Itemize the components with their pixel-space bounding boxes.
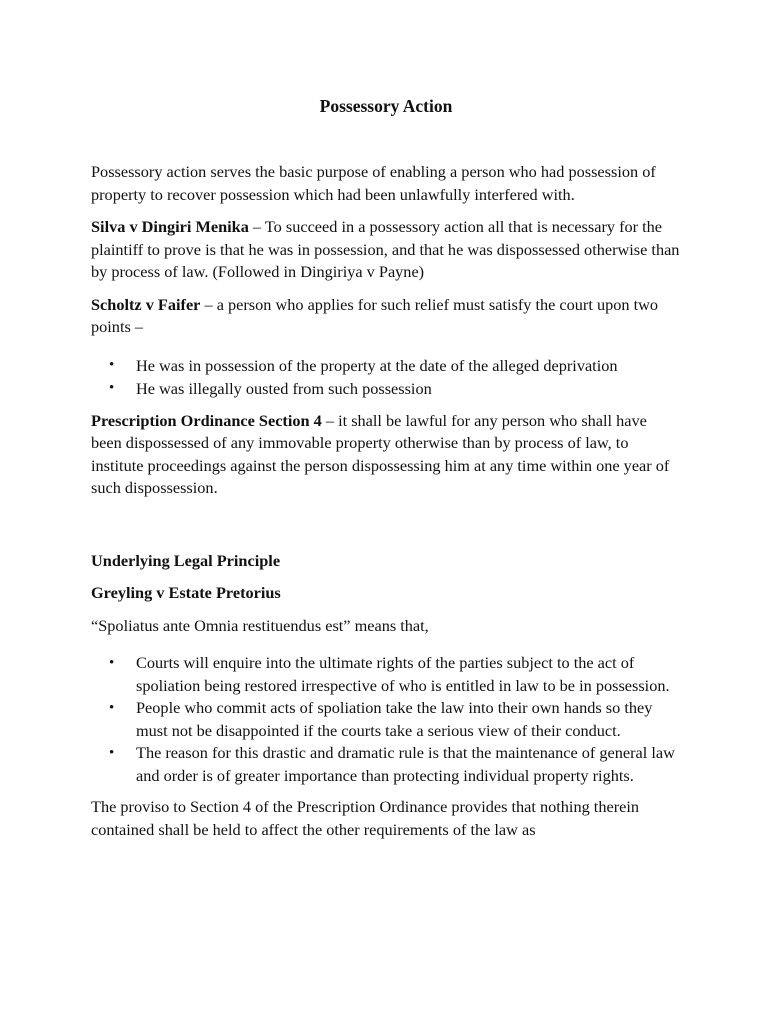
section-spacer bbox=[91, 510, 681, 550]
statute-name: Prescription Ordinance Section 4 bbox=[91, 410, 322, 430]
proviso-paragraph: The proviso to Section 4 of the Prescription Ordinance provides that nothing therein contained shall be held to affect the other requirements of the law as bbox=[91, 797, 640, 839]
case-text: – a person who applies for such relief must satisfy the court upon two points – bbox=[91, 294, 659, 336]
case-silva-paragraph bbox=[91, 216, 681, 284]
list-item: • People who commit acts of spoliation take the law into their own hands so they must not be disappointed if the courts take a serious view of their conduct. bbox=[136, 697, 681, 742]
scholtz-points-list bbox=[91, 354, 681, 401]
maxim-points-list bbox=[91, 652, 681, 787]
page-title: Possessory Action bbox=[319, 96, 453, 116]
list-item: • Courts will enquire into the ultimate rights of the parties subject to the act of spoliation being restored irrespective of who is entitled in law to be in possession. bbox=[136, 652, 681, 697]
maxim-paragraph: “Spoliatus ante Omnia restituendus est” means that, bbox=[91, 615, 429, 635]
case-text: – To succeed in a possessory action all that is necessary for the plaintiff to prove is that he was in possession, and that he was dispossessed otherwise than by process of law. (Followed in Dingiriya v Payne) bbox=[91, 217, 680, 281]
list-item: • He was illegally ousted from such possession bbox=[136, 377, 681, 401]
statute-paragraph bbox=[91, 410, 681, 500]
list-item: • The reason for this drastic and dramatic rule is that the maintenance of general law and order is of greater importance than protecting individual property rights. bbox=[136, 742, 681, 787]
case-heading bbox=[91, 582, 681, 605]
statute-text: – it shall be lawful for any person who shall have been dispossessed of any immovable property otherwise than by process of law, to institute proceedings against the person dispossessing him at any time within one year of such dispossession. bbox=[91, 410, 670, 497]
list-item: • He was in possession of the property at the date of the alleged deprivation bbox=[136, 354, 681, 378]
case-name: Scholtz v Faifer bbox=[91, 294, 201, 314]
section-heading-text: Underlying Legal Principle bbox=[91, 550, 281, 570]
section-heading bbox=[91, 550, 681, 573]
case-heading-text: Greyling v Estate Pretorius bbox=[91, 583, 281, 602]
document-body bbox=[91, 161, 681, 851]
case-scholtz-paragraph bbox=[91, 294, 681, 339]
case-name: Silva v Dingiri Menika bbox=[91, 217, 249, 236]
intro-paragraph: Possessory action serves the basic purpose of enabling a person who had possession of property to recover possession which had been unlawfully interfered with. bbox=[91, 162, 656, 204]
